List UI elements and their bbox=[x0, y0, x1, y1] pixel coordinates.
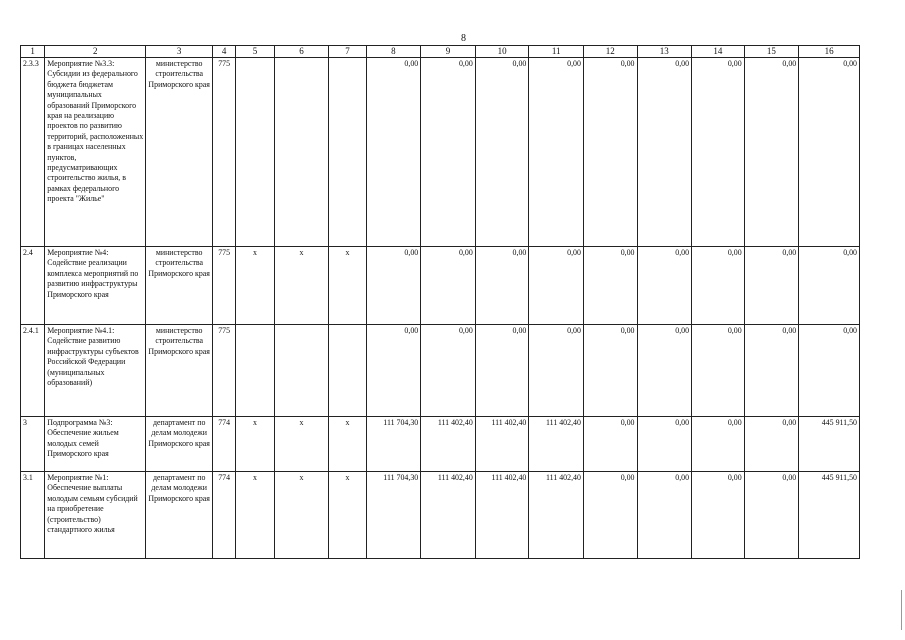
table-cell: министерство строительства Приморского края bbox=[146, 58, 213, 247]
table-cell: 0,00 bbox=[529, 58, 584, 247]
table-cell: 0,00 bbox=[692, 417, 745, 472]
table-cell: 111 402,40 bbox=[421, 417, 476, 472]
table-cell: Мероприятие №1: Обеспечение выплаты молодым семьям субсидий на приобретение (строительство) стандартного жилья bbox=[45, 472, 146, 559]
table-cell: 0,00 bbox=[637, 417, 692, 472]
table-cell: 111 402,40 bbox=[529, 472, 584, 559]
table-cell: 0,00 bbox=[692, 325, 745, 417]
table-cell: x bbox=[329, 417, 366, 472]
table-cell: 0,00 bbox=[583, 58, 637, 247]
table-cell: 774 bbox=[213, 417, 236, 472]
table-cell bbox=[329, 58, 366, 247]
header-cell: 5 bbox=[236, 46, 274, 58]
table-cell: Мероприятие №3.3: Субсидии из федерального бюджета бюджетам муниципальных образований Приморского края на реализацию проектов по развитию территорий, расположенных в границах населенных пунктов, предусматривающих строительство жилья, в рамках федерального проекта "Жилье" bbox=[45, 58, 146, 247]
table-cell: департамент по делам молодежи Приморского края bbox=[146, 472, 213, 559]
table-cell: 0,00 bbox=[475, 58, 529, 247]
table-cell: 0,00 bbox=[583, 472, 637, 559]
table-cell: 775 bbox=[213, 58, 236, 247]
table-cell: Мероприятие №4.1: Содействие развитию инфраструктуры субъектов Российской Федерации (муниципальных образований) bbox=[45, 325, 146, 417]
table-cell: 0,00 bbox=[799, 325, 860, 417]
table-cell: 0,00 bbox=[744, 247, 799, 325]
table-cell: 0,00 bbox=[583, 247, 637, 325]
table-cell bbox=[274, 325, 329, 417]
table-cell: 0,00 bbox=[366, 325, 421, 417]
table-cell: 2.3.3 bbox=[21, 58, 45, 247]
table-cell: 0,00 bbox=[744, 58, 799, 247]
table-cell: 111 402,40 bbox=[529, 417, 584, 472]
header-cell: 12 bbox=[583, 46, 637, 58]
header-cell: 2 bbox=[45, 46, 146, 58]
table-cell: x bbox=[329, 247, 366, 325]
table-row bbox=[21, 325, 860, 417]
table-cell: 0,00 bbox=[799, 58, 860, 247]
table-cell: 774 bbox=[213, 472, 236, 559]
header-cell: 16 bbox=[799, 46, 860, 58]
header-cell: 1 bbox=[21, 46, 45, 58]
table-cell: 0,00 bbox=[637, 247, 692, 325]
table-cell: 111 704,30 bbox=[366, 472, 421, 559]
table-cell: 2.4.1 bbox=[21, 325, 45, 417]
table-cell: 111 402,40 bbox=[475, 417, 529, 472]
table-cell: x bbox=[274, 247, 329, 325]
table-row bbox=[21, 417, 860, 472]
header-cell: 6 bbox=[274, 46, 329, 58]
table-cell: 111 402,40 bbox=[421, 472, 476, 559]
table-cell: Подпрограмма №3: Обеспечение жильем молодых семей Приморского края bbox=[45, 417, 146, 472]
table-cell: 775 bbox=[213, 325, 236, 417]
header-cell: 10 bbox=[475, 46, 529, 58]
table-cell bbox=[236, 325, 274, 417]
table-cell: 0,00 bbox=[366, 247, 421, 325]
table-cell: 445 911,50 bbox=[799, 417, 860, 472]
table-cell: 0,00 bbox=[637, 58, 692, 247]
table-cell: 0,00 bbox=[692, 58, 745, 247]
table-cell: 775 bbox=[213, 247, 236, 325]
table-cell: 0,00 bbox=[799, 247, 860, 325]
table-cell: 3.1 bbox=[21, 472, 45, 559]
table-cell: 0,00 bbox=[692, 247, 745, 325]
table-cell: x bbox=[236, 247, 274, 325]
program-table bbox=[20, 45, 860, 559]
table-cell: 0,00 bbox=[475, 325, 529, 417]
table-row bbox=[21, 58, 860, 247]
table-row bbox=[21, 247, 860, 325]
table-cell: 3 bbox=[21, 417, 45, 472]
table-cell: Мероприятие №4: Содействие реализации комплекса мероприятий по развитию инфраструктуры Приморского края bbox=[45, 247, 146, 325]
table-cell: 0,00 bbox=[744, 325, 799, 417]
table-cell bbox=[329, 325, 366, 417]
table-cell: 445 911,50 bbox=[799, 472, 860, 559]
page-number: 8 bbox=[461, 33, 466, 44]
table-cell: 0,00 bbox=[421, 325, 476, 417]
header-cell: 9 bbox=[421, 46, 476, 58]
table-cell: 0,00 bbox=[421, 247, 476, 325]
table-cell: 0,00 bbox=[475, 247, 529, 325]
header-cell: 8 bbox=[366, 46, 421, 58]
table-cell: 0,00 bbox=[583, 325, 637, 417]
table-cell: министерство строительства Приморского края bbox=[146, 247, 213, 325]
table-cell: 111 704,30 bbox=[366, 417, 421, 472]
table-cell: 0,00 bbox=[366, 58, 421, 247]
header-cell: 11 bbox=[529, 46, 584, 58]
table-cell: 0,00 bbox=[583, 417, 637, 472]
table-row bbox=[21, 472, 860, 559]
table-cell: x bbox=[274, 417, 329, 472]
table-cell: 0,00 bbox=[421, 58, 476, 247]
table-cell: 0,00 bbox=[637, 325, 692, 417]
table-cell bbox=[236, 58, 274, 247]
header-row bbox=[21, 46, 860, 58]
table-cell: департамент по делам молодежи Приморского края bbox=[146, 417, 213, 472]
table-cell: 0,00 bbox=[744, 417, 799, 472]
table-cell: x bbox=[236, 472, 274, 559]
table-cell: x bbox=[236, 417, 274, 472]
table-cell: министерство строительства Приморского края bbox=[146, 325, 213, 417]
header-cell: 7 bbox=[329, 46, 366, 58]
scan-edge-mark bbox=[901, 590, 902, 630]
table-cell: 2.4 bbox=[21, 247, 45, 325]
table-cell: 0,00 bbox=[529, 247, 584, 325]
header-cell: 4 bbox=[213, 46, 236, 58]
header-cell: 15 bbox=[744, 46, 799, 58]
header-cell: 14 bbox=[692, 46, 745, 58]
table-cell: x bbox=[329, 472, 366, 559]
table-cell: 111 402,40 bbox=[475, 472, 529, 559]
table-cell: 0,00 bbox=[744, 472, 799, 559]
table-cell: 0,00 bbox=[637, 472, 692, 559]
table-cell: 0,00 bbox=[692, 472, 745, 559]
header-cell: 3 bbox=[146, 46, 213, 58]
table-cell: 0,00 bbox=[529, 325, 584, 417]
table-cell: x bbox=[274, 472, 329, 559]
header-cell: 13 bbox=[637, 46, 692, 58]
table-cell bbox=[274, 58, 329, 247]
